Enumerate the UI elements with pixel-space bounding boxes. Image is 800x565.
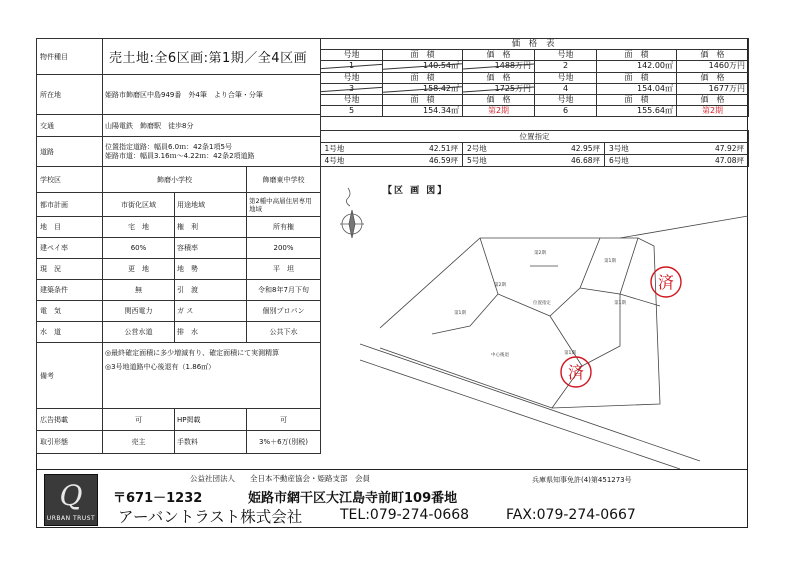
lot-price-phase: 第2期 xyxy=(677,106,749,117)
logo-text: URBAN TRUST xyxy=(46,515,96,522)
address-value: 姫路市飾磨区中島949番 外4筆 より合筆・分筆 xyxy=(103,75,321,115)
header-price: 価 格 xyxy=(677,94,749,105)
lot-number: 1 xyxy=(321,61,383,72)
header-lot: 号地 xyxy=(535,72,597,83)
svg-text:位置指定: 位置指定 xyxy=(533,301,551,306)
type-label: 物件種目 xyxy=(37,39,103,75)
remarks-label: 備考 xyxy=(37,343,103,409)
svg-text:第1期: 第1期 xyxy=(564,351,576,356)
far-value: 200% xyxy=(247,238,321,259)
road-lines xyxy=(360,216,748,469)
header-area: 面 積 xyxy=(383,50,463,61)
lot-area: 140.54㎡ xyxy=(383,61,463,72)
position-table xyxy=(320,130,749,167)
company-fax: FAX:079-274-0667 xyxy=(506,507,636,523)
water-value: 公営水道 xyxy=(103,322,175,343)
handover-value: 令和8年7月下旬 xyxy=(247,280,321,301)
lot-price: 1488万円 xyxy=(463,61,535,72)
rights-label: 権 利 xyxy=(175,217,247,238)
header-area: 面 積 xyxy=(597,94,677,105)
header-lot: 号地 xyxy=(535,50,597,61)
svg-text:第1期: 第1期 xyxy=(454,311,466,316)
company-logo xyxy=(44,474,98,526)
hp-value: 可 xyxy=(247,409,321,431)
svg-text:第2期: 第2期 xyxy=(534,251,546,256)
header-area: 面 積 xyxy=(597,50,677,61)
school-junior: 飾磨東中学校 xyxy=(247,167,321,193)
company-name: アーバントラスト株式会社 xyxy=(118,508,303,526)
header-lot: 号地 xyxy=(321,94,383,105)
current-label: 現 況 xyxy=(37,259,103,280)
lot-area: 155.64㎡ xyxy=(597,106,677,117)
lot-price: 1677万円 xyxy=(677,83,749,94)
condition-value: 無 xyxy=(103,280,175,301)
header-lot: 号地 xyxy=(535,94,597,105)
position-area: 42.95坪 xyxy=(533,143,605,155)
lot-number: 6 xyxy=(535,106,597,117)
remarks-line-2: ◎3号地道路中心後退有（1.86㎡） xyxy=(105,363,216,371)
terrain-value: 平 坦 xyxy=(247,259,321,280)
lot-area: 154.04㎡ xyxy=(597,83,677,94)
plan-title: 【区 画 図】 xyxy=(383,186,449,196)
rights-value: 所有権 xyxy=(247,217,321,238)
road-label: 道路 xyxy=(37,137,103,167)
ad-value: 可 xyxy=(103,409,175,431)
traffic-value: 山陽電鉄 飾磨駅 徒歩8分 xyxy=(103,115,321,137)
electric-label: 電 気 xyxy=(37,301,103,322)
position-lot: 3号地 xyxy=(605,143,675,155)
svg-text:第1期: 第1期 xyxy=(614,301,626,306)
deal-value: 売主 xyxy=(103,431,175,454)
bcr-label: 建ペイ率 xyxy=(37,238,103,259)
drain-value: 公共下水 xyxy=(247,322,321,343)
property-info-table xyxy=(36,38,321,454)
position-area: 42.51坪 xyxy=(391,143,463,155)
header-price: 価 格 xyxy=(463,72,535,83)
company-address: 姫路市網干区大江島寺前町109番地 xyxy=(248,491,458,506)
header-area: 面 積 xyxy=(383,72,463,83)
header-area: 面 積 xyxy=(383,94,463,105)
zoning-label: 用途地域 xyxy=(175,193,247,217)
header-price: 価 格 xyxy=(677,50,749,61)
lot-area: 158.42㎡ xyxy=(383,83,463,94)
footer-divider xyxy=(36,469,748,470)
position-lot: 5号地 xyxy=(463,155,533,167)
position-table-title: 位置指定 xyxy=(321,131,749,143)
fee-value: 3%＋6万(別税) xyxy=(247,431,321,454)
road-value-2: 姫路市道：幅員3.16ｍ～4.22ｍ：42条2項道路 xyxy=(105,151,255,160)
land-label: 地 目 xyxy=(37,217,103,238)
fee-label: 手数料 xyxy=(175,431,247,454)
handover-label: 引 渡 xyxy=(175,280,247,301)
hp-label: HP掲載 xyxy=(175,409,247,431)
school-label: 学校区 xyxy=(37,167,103,193)
lot-labels xyxy=(454,249,626,358)
header-area: 面 積 xyxy=(597,72,677,83)
road-value-1: 位置指定道路：幅員6.0ｍ：42条1項5号 xyxy=(105,142,232,151)
lot-price: 1460万円 xyxy=(677,61,749,72)
city-plan-value: 市街化区域 xyxy=(103,193,175,217)
header-lot: 号地 xyxy=(321,72,383,83)
zoning-value: 第2種中高層住居専用地域 xyxy=(247,193,321,217)
position-lot: 6号地 xyxy=(605,155,675,167)
header-price: 価 格 xyxy=(463,94,535,105)
far-label: 容積率 xyxy=(175,238,247,259)
gas-value: 個別プロパン xyxy=(247,301,321,322)
price-table xyxy=(320,38,749,117)
lot-number: 3 xyxy=(321,83,383,94)
postal-code: 〒671－1232 xyxy=(113,491,203,506)
lot-price-phase: 第2期 xyxy=(463,106,535,117)
traffic-label: 交通 xyxy=(37,115,103,137)
road-value xyxy=(103,137,321,167)
address-label: 所在地 xyxy=(37,75,103,115)
stamp-text: 済 xyxy=(657,273,675,292)
lot-number: 5 xyxy=(321,106,383,117)
city-plan-label: 都市計画 xyxy=(37,193,103,217)
site-plan-drawing xyxy=(320,176,748,469)
lot-area: 154.34㎡ xyxy=(383,106,463,117)
lot-price: 1725万円 xyxy=(463,83,535,94)
parcel-lines xyxy=(380,238,660,408)
remarks-line-1: ◎最終確定面積に多少増減有り、確定面積にて実測精算 xyxy=(105,349,280,357)
position-lot: 1号地 xyxy=(321,143,391,155)
current-value: 更 地 xyxy=(103,259,175,280)
remarks-value xyxy=(103,343,321,409)
association-line: 公益社団法人 全日本不動産協会・姫路支部 会員 xyxy=(190,474,370,483)
ad-label: 広告掲載 xyxy=(37,409,103,431)
gas-label: ガ ス xyxy=(175,301,247,322)
price-table-title: 価 格 表 xyxy=(321,39,749,50)
header-lot: 号地 xyxy=(321,50,383,61)
deal-label: 取引形態 xyxy=(37,431,103,454)
svg-text:中心後退: 中心後退 xyxy=(491,353,509,358)
company-tel: TEL:079-274-0668 xyxy=(340,507,470,523)
water-label: 水 道 xyxy=(37,322,103,343)
drain-label: 排 水 xyxy=(175,322,247,343)
position-lot: 4号地 xyxy=(321,155,391,167)
terrain-label: 地 勢 xyxy=(175,259,247,280)
type-value: 売土地:全6区画:第1期／全4区画 xyxy=(103,39,321,75)
svg-text:第2期: 第2期 xyxy=(494,283,506,288)
svg-text:Q: Q xyxy=(59,479,83,512)
electric-value: 関西電力 xyxy=(103,301,175,322)
logo-mark-icon xyxy=(45,475,97,513)
position-area: 46.59坪 xyxy=(391,155,463,167)
lot-number: 4 xyxy=(535,83,597,94)
stamp-text: 済 xyxy=(567,363,585,382)
north-arrow-icon xyxy=(340,188,364,238)
header-price: 価 格 xyxy=(463,50,535,61)
school-elementary: 飾磨小学校 xyxy=(103,167,247,193)
bcr-value: 60% xyxy=(103,238,175,259)
lot-number: 2 xyxy=(535,61,597,72)
position-lot: 2号地 xyxy=(463,143,533,155)
position-area: 47.92坪 xyxy=(675,143,749,155)
position-area: 47.08坪 xyxy=(675,155,749,167)
land-value: 宅 地 xyxy=(103,217,175,238)
header-price: 価 格 xyxy=(677,72,749,83)
condition-label: 建築条件 xyxy=(37,280,103,301)
svg-text:第1期: 第1期 xyxy=(604,259,616,264)
license-number: 兵庫県知事免許(4)第451273号 xyxy=(532,476,632,484)
position-area: 46.68坪 xyxy=(533,155,605,167)
sold-stamp-icon xyxy=(561,357,591,387)
lot-area: 142.00㎡ xyxy=(597,61,677,72)
